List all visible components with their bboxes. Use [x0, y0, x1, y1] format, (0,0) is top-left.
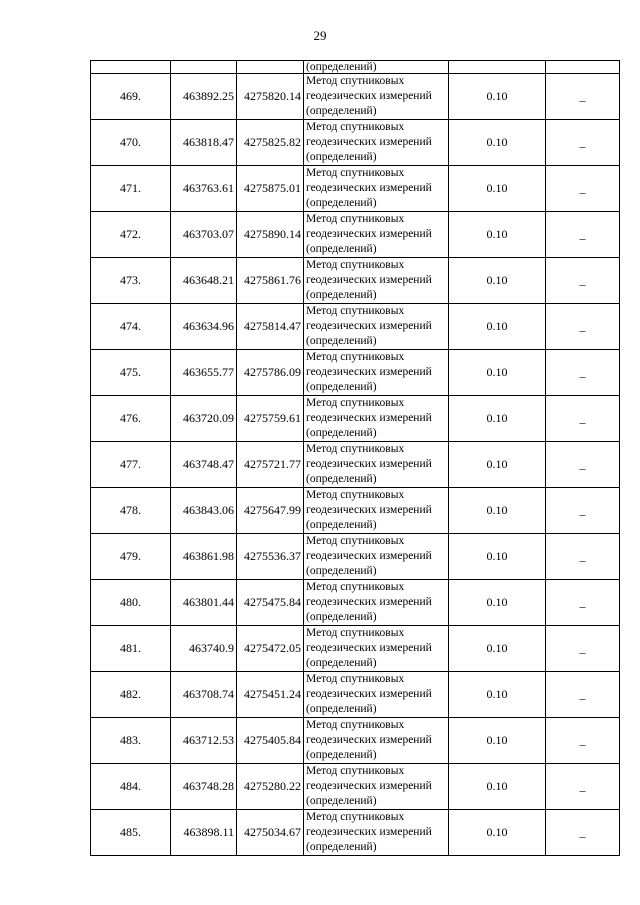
dash-mark: _ — [579, 135, 586, 149]
y-coordinate-cell: 4275814.47 — [237, 304, 304, 350]
empty-value-cell — [546, 718, 620, 764]
y-coordinate-cell: 4275825.82 — [237, 120, 304, 166]
x-coordinate-cell: 463861.98 — [171, 534, 237, 580]
method-line: Метод спутниковых — [306, 627, 405, 639]
table-row — [91, 304, 620, 350]
accuracy-cell: 0.10 — [449, 258, 546, 304]
method-line: Метод спутниковых — [306, 443, 405, 455]
empty-value-cell — [546, 212, 620, 258]
method-line: (определений) — [306, 473, 377, 485]
table-row — [91, 626, 620, 672]
page-number: 29 — [313, 28, 327, 43]
table-row — [91, 166, 620, 212]
method-line: геодезических измерений — [306, 734, 432, 746]
dash-mark: _ — [579, 825, 586, 839]
method-cell — [304, 580, 449, 626]
dash-mark: _ — [579, 411, 586, 425]
method-line: Метод спутниковых — [306, 765, 405, 777]
method-line: Метод спутниковых — [306, 535, 405, 547]
method-line: (определений) — [306, 197, 377, 209]
point-number-cell: 477. — [91, 442, 171, 488]
method-cell — [304, 166, 449, 212]
dash-mark: _ — [579, 549, 586, 563]
point-number-cell: 474. — [91, 304, 171, 350]
dash-mark: _ — [579, 457, 586, 471]
method-line: (определений) — [306, 565, 377, 577]
table-row — [91, 442, 620, 488]
accuracy-cell: 0.10 — [449, 212, 546, 258]
accuracy-cell: 0.10 — [449, 672, 546, 718]
x-coordinate-cell: 463892.25 — [171, 74, 237, 120]
method-line: Метод спутниковых — [306, 213, 405, 225]
method-line: Метод спутниковых — [306, 489, 405, 501]
method-line: (определений) — [306, 105, 377, 117]
method-line: Метод спутниковых — [306, 351, 405, 363]
method-line: (определений) — [306, 749, 377, 761]
table-row — [91, 534, 620, 580]
x-coordinate-cell: 463655.77 — [171, 350, 237, 396]
method-line: Метод спутниковых — [306, 259, 405, 271]
accuracy-cell: 0.10 — [449, 350, 546, 396]
continuation-row — [91, 61, 620, 74]
method-line: Метод спутниковых — [306, 581, 405, 593]
empty-value-cell — [546, 672, 620, 718]
method-line: (определений) — [306, 657, 377, 669]
dash-mark: _ — [579, 89, 586, 103]
accuracy-cell: 0.10 — [449, 120, 546, 166]
method-line: геодезических измерений — [306, 596, 432, 608]
dash-mark: _ — [579, 273, 586, 287]
method-cell — [304, 764, 449, 810]
dash-mark: _ — [579, 779, 586, 793]
y-coordinate-cell: 4275861.76 — [237, 258, 304, 304]
y-coordinate-cell: 4275875.01 — [237, 166, 304, 212]
method-cell — [304, 626, 449, 672]
y-coordinate-cell: 4275536.37 — [237, 534, 304, 580]
method-line: геодезических измерений — [306, 826, 432, 838]
table-row — [91, 718, 620, 764]
y-coordinate-cell: 4275475.84 — [237, 580, 304, 626]
method-cell — [304, 304, 449, 350]
point-number-cell: 471. — [91, 166, 171, 212]
x-coordinate-cell: 463740.9 — [171, 626, 237, 672]
method-line: геодезических измерений — [306, 412, 432, 424]
continuation-method-cell: (определений) — [304, 61, 449, 74]
y-coordinate-cell: 4275034.67 — [237, 810, 304, 856]
accuracy-cell: 0.10 — [449, 442, 546, 488]
point-number-cell: 476. — [91, 396, 171, 442]
method-line: Метод спутниковых — [306, 397, 405, 409]
y-coordinate-cell: 4275280.22 — [237, 764, 304, 810]
method-line: (определений) — [306, 611, 377, 623]
method-cell — [304, 810, 449, 856]
point-number-cell: 478. — [91, 488, 171, 534]
dash-mark: _ — [579, 227, 586, 241]
method-line: геодезических измерений — [306, 504, 432, 516]
method-line: геодезических измерений — [306, 688, 432, 700]
x-coordinate-cell: 463801.44 — [171, 580, 237, 626]
dash-mark: _ — [579, 503, 586, 517]
method-line: (определений) — [306, 703, 377, 715]
point-number-cell: 469. — [91, 74, 171, 120]
dash-mark: _ — [579, 181, 586, 195]
x-coordinate-cell: 463648.21 — [171, 258, 237, 304]
empty-value-cell — [546, 442, 620, 488]
table-cell — [171, 61, 237, 74]
empty-value-cell — [546, 166, 620, 212]
method-line: Метод спутниковых — [306, 811, 405, 823]
dash-mark: _ — [579, 733, 586, 747]
method-line: (определений) — [306, 795, 377, 807]
empty-value-cell — [546, 396, 620, 442]
dash-mark: _ — [579, 365, 586, 379]
method-line: (определений) — [306, 151, 377, 163]
x-coordinate-cell: 463843.06 — [171, 488, 237, 534]
table-cell — [237, 61, 304, 74]
method-line: Метод спутниковых — [306, 719, 405, 731]
method-cell — [304, 534, 449, 580]
table-row — [91, 488, 620, 534]
method-line: Метод спутниковых — [306, 121, 405, 133]
table-cell — [546, 61, 620, 74]
y-coordinate-cell: 4275721.77 — [237, 442, 304, 488]
dash-mark: _ — [579, 641, 586, 655]
method-line: геодезических измерений — [306, 228, 432, 240]
method-line: Метод спутниковых — [306, 75, 405, 87]
table-row — [91, 396, 620, 442]
accuracy-cell: 0.10 — [449, 304, 546, 350]
point-number-cell: 480. — [91, 580, 171, 626]
method-line: геодезических измерений — [306, 136, 432, 148]
empty-value-cell — [546, 764, 620, 810]
x-coordinate-cell: 463634.96 — [171, 304, 237, 350]
accuracy-cell: 0.10 — [449, 810, 546, 856]
method-line: геодезических измерений — [306, 642, 432, 654]
empty-value-cell — [546, 304, 620, 350]
y-coordinate-cell: 4275451.24 — [237, 672, 304, 718]
empty-value-cell — [546, 350, 620, 396]
method-line: геодезических измерений — [306, 366, 432, 378]
table-row — [91, 672, 620, 718]
x-coordinate-cell: 463708.74 — [171, 672, 237, 718]
method-line: геодезических измерений — [306, 780, 432, 792]
accuracy-cell: 0.10 — [449, 626, 546, 672]
point-number-cell: 475. — [91, 350, 171, 396]
point-number-cell: 473. — [91, 258, 171, 304]
point-number-cell: 485. — [91, 810, 171, 856]
method-line: геодезических измерений — [306, 182, 432, 194]
point-number-cell: 479. — [91, 534, 171, 580]
x-coordinate-cell: 463748.47 — [171, 442, 237, 488]
accuracy-cell: 0.10 — [449, 764, 546, 810]
method-cell — [304, 212, 449, 258]
table-row — [91, 120, 620, 166]
table-row — [91, 580, 620, 626]
method-line: геодезических измерений — [306, 90, 432, 102]
method-line: (определений) — [306, 243, 377, 255]
table-row — [91, 74, 620, 120]
dash-mark: _ — [579, 687, 586, 701]
coordinates-table — [90, 60, 620, 856]
method-cell — [304, 442, 449, 488]
method-line: (определений) — [306, 381, 377, 393]
method-cell — [304, 120, 449, 166]
accuracy-cell: 0.10 — [449, 718, 546, 764]
x-coordinate-cell: 463712.53 — [171, 718, 237, 764]
empty-value-cell — [546, 74, 620, 120]
point-number-cell: 481. — [91, 626, 171, 672]
y-coordinate-cell: 4275405.84 — [237, 718, 304, 764]
accuracy-cell: 0.10 — [449, 396, 546, 442]
point-number-cell: 470. — [91, 120, 171, 166]
accuracy-cell: 0.10 — [449, 534, 546, 580]
y-coordinate-cell: 4275647.99 — [237, 488, 304, 534]
x-coordinate-cell: 463703.07 — [171, 212, 237, 258]
method-line: геодезических измерений — [306, 458, 432, 470]
table-row — [91, 212, 620, 258]
y-coordinate-cell: 4275759.61 — [237, 396, 304, 442]
table-cell — [91, 61, 171, 74]
point-number-cell: 472. — [91, 212, 171, 258]
table-row — [91, 258, 620, 304]
dash-mark: _ — [579, 319, 586, 333]
method-line: геодезических измерений — [306, 274, 432, 286]
method-cell — [304, 488, 449, 534]
y-coordinate-cell: 4275820.14 — [237, 74, 304, 120]
accuracy-cell: 0.10 — [449, 488, 546, 534]
x-coordinate-cell: 463720.09 — [171, 396, 237, 442]
method-line: (определений) — [306, 841, 377, 853]
empty-value-cell — [546, 534, 620, 580]
method-line: (определений) — [306, 427, 377, 439]
empty-value-cell — [546, 120, 620, 166]
method-cell — [304, 672, 449, 718]
method-line: (определений) — [306, 335, 377, 347]
method-line: (определений) — [306, 289, 377, 301]
point-number-cell: 483. — [91, 718, 171, 764]
method-line: Метод спутниковых — [306, 305, 405, 317]
table-row — [91, 810, 620, 856]
y-coordinate-cell: 4275890.14 — [237, 212, 304, 258]
method-line: Метод спутниковых — [306, 167, 405, 179]
y-coordinate-cell: 4275786.09 — [237, 350, 304, 396]
x-coordinate-cell: 463898.11 — [171, 810, 237, 856]
method-cell — [304, 718, 449, 764]
empty-value-cell — [546, 580, 620, 626]
method-cell — [304, 258, 449, 304]
table-cell — [449, 61, 546, 74]
method-line: (определений) — [306, 519, 377, 531]
method-cell — [304, 350, 449, 396]
empty-value-cell — [546, 488, 620, 534]
method-cell — [304, 396, 449, 442]
x-coordinate-cell: 463748.28 — [171, 764, 237, 810]
empty-value-cell — [546, 810, 620, 856]
accuracy-cell: 0.10 — [449, 74, 546, 120]
empty-value-cell — [546, 626, 620, 672]
x-coordinate-cell: 463763.61 — [171, 166, 237, 212]
dash-mark: _ — [579, 595, 586, 609]
accuracy-cell: 0.10 — [449, 166, 546, 212]
x-coordinate-cell: 463818.47 — [171, 120, 237, 166]
method-cell — [304, 74, 449, 120]
method-line: геодезических измерений — [306, 320, 432, 332]
point-number-cell: 482. — [91, 672, 171, 718]
table-row — [91, 350, 620, 396]
point-number-cell: 484. — [91, 764, 171, 810]
table-row — [91, 764, 620, 810]
method-line: геодезических измерений — [306, 550, 432, 562]
empty-value-cell — [546, 258, 620, 304]
method-line: Метод спутниковых — [306, 673, 405, 685]
accuracy-cell: 0.10 — [449, 580, 546, 626]
y-coordinate-cell: 4275472.05 — [237, 626, 304, 672]
